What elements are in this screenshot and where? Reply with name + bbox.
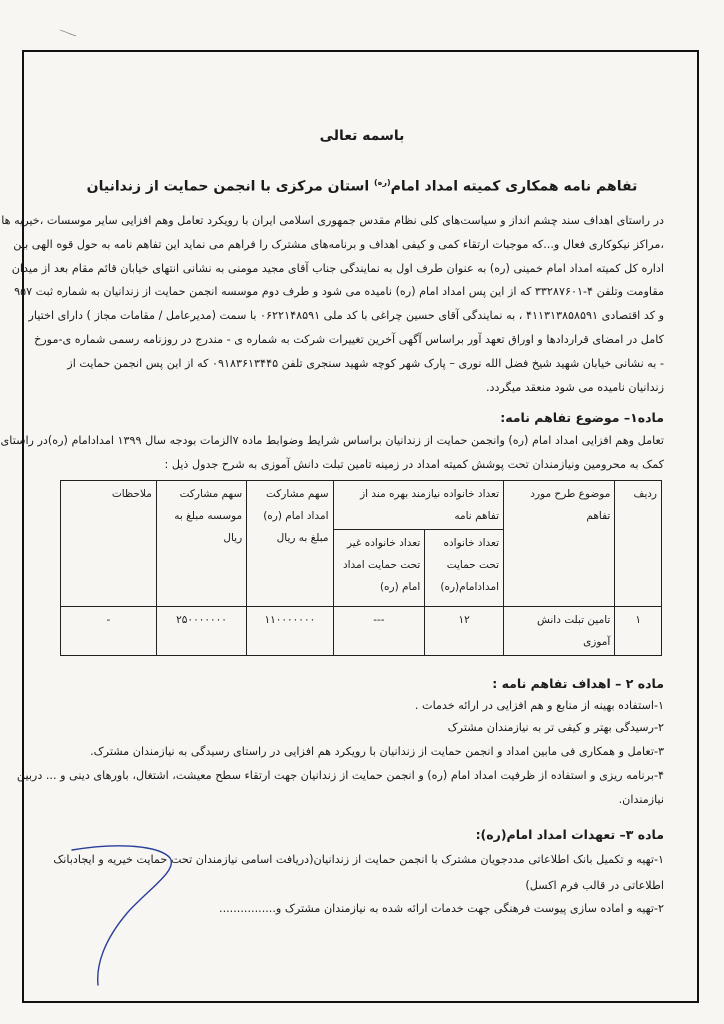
intro-line: و کد اقتصادی ۴۱۱۳۱۳۸۵۸۵۹۱ ، به نمایندگی آقای حسین چراغی با کد ملی ۰۶۲۲۱۴۸۵۹۱ با سمت (مدیرعامل / مقامات مجاز ) دارای اختیار (28, 309, 664, 323)
intro-line: - به نشانی خیابان شهید شیخ فضل الله نوری – پارک شهر کوچه شهید سنجری تلفن ۰۹۱۸۳۶۱۳۴۴۵ که از این پس انجمن حمایت از (67, 356, 664, 370)
article2-item: نیازمندان. (618, 793, 664, 806)
intro-line: زندانیان نامیده می شود منعقد میگردد. (485, 380, 664, 394)
cell-topic: تامین تبلت دانش آموزی (504, 607, 615, 656)
article1-line: کمک به محرومین ونیازمندان تحت پوشش کمیته امداد در زمینه تامین تبلت دانش آموزی به شرح جدول ذیل : (164, 458, 664, 471)
cell-imdad-share: ۱۱۰۰۰۰۰۰۰ (247, 607, 333, 656)
table-header-row (61, 481, 662, 530)
cell-not-covered: --- (333, 607, 425, 656)
header-not-covered: تعداد خانواده غیر تحت حمایت امداد امام (ره) (333, 530, 425, 607)
intro-line: اداره کل کمیته امداد امام خمینی (ره) به عنوان طرف اول به نمایندگی جناب آقای مجید مومنی به نشانی انتهای خیابان قائم مقام بعد از میدان (11, 261, 664, 275)
intro-paragraph (1, 209, 664, 399)
table-row (61, 607, 662, 656)
article1-line: تعامل وهم افزایی امداد امام (ره) وانجمن حمایت از زندانیان براساس شرایط وضوابط ماده ۷الزمات بودجه سال ۱۳۹۹ امدادامام (ره)در راستای (0, 434, 664, 447)
intro-line: کامل در امضای قراردادها و اوراق تعهد آور براساس آگهی آخرین تغییرات شرکت به شماره ی - مندرج در روزنامه رسمی شماره ی-مورخ (34, 332, 664, 346)
intro-line: در راستای اهداف سند چشم انداز و سیاست‌های کلی نظام مقدس جمهوری اسلامی ایران با رویکرد تعامل وهم افزایی سایر موسسات ،خیریه ها (1, 214, 664, 227)
cell-institute-share: ۲۵۰۰۰۰۰۰۰ (156, 607, 246, 656)
intro-line: مقاومت وتلفن ۴-۳۳۲۸۷۶۰۱ که از این پس امداد امام (ره) نامیده می شود و طرف دوم موسسه انجمن حمایت از زندانیان به شماره ثبت ۹۵۷ (14, 285, 664, 299)
article3-item: ۱-تهیه و تکمیل بانک اطلاعاتی مددجویان مشترک با انجمن حمایت از زندانیان(دریافت اسامی نیازمندان تحت حمایت خیریه و ایجادبانک (53, 853, 664, 866)
cell-covered: ۱۲ (425, 607, 504, 656)
header-row-number: ردیف (615, 481, 662, 607)
cell-notes: - (61, 607, 157, 656)
article1-heading: ماده۱– موضوع تفاهم نامه: (500, 410, 664, 425)
title-text-end: استان مرکزی با انجمن حمایت از زندانیان (86, 178, 375, 195)
tablet-table (60, 480, 662, 656)
intro-line: ،مراکز نیکوکاری فعال و...که موجبات ارتقاء کمی و کیفی اهداف و برنامه‌های مشترک را فراهم می نماید این تفاهم نامه به حول قوه الهی بین (13, 237, 664, 251)
article3-item: ۲-تهیه و اماده سازی پیوست فرهنگی جهت خدمات ارائه شده به نیازمندان مشترک و................ (219, 902, 664, 915)
article2-heading: ماده ۲ – اهداف تفاهم نامه : (492, 676, 664, 691)
header-families: تعداد خانواده نیازمند بهره مند از تفاهم نامه (333, 481, 504, 530)
title-sup: (ره) (374, 178, 391, 187)
document-title (0, 178, 724, 195)
title-text: تفاهم نامه همکاری کمیته امداد امام (390, 178, 638, 195)
article2-item: ۴-برنامه ریزی و استفاده از ظرفیت امداد امام (ره) و انجمن حمایت از زندانیان جهت ارتقاء سطح معیشت، اشتغال، باورهای دینی و ... دربین (16, 769, 664, 782)
header-topic: موضوع طرح مورد تفاهم (504, 481, 615, 607)
header-institute-share: سهم مشارکت موسسه مبلغ به ریال (156, 481, 246, 607)
header-notes: ملاحظات (61, 481, 157, 607)
cell-row-number: ۱ (615, 607, 662, 656)
salutation: باسمه تعالی (319, 128, 405, 144)
article3-item: اطلاعاتی در قالب فرم اکسل) (525, 879, 664, 892)
article2-item: ۱-استفاده بهینه از منابع و هم افزایی در ارائه خدمات . (414, 699, 664, 712)
header-covered: تعداد خانواده تحت حمایت امدادامام(ره) (425, 530, 504, 607)
article3-heading: ماده ۳– تعهدات امداد امام(ره): (475, 827, 664, 842)
article2-item: ۲-رسیدگی بهتر و کیفی تر به نیازمندان مشترک (447, 721, 664, 734)
header-imdad-share: سهم مشارکت امداد امام (ره) مبلغ به ریال (247, 481, 333, 607)
article2-item: ۳-تعامل و همکاری فی مابین امداد و انجمن حمایت از زندانیان با رویکرد هم افزایی در راستای رسیدگی به نیازمندان مشترک. (90, 745, 664, 758)
